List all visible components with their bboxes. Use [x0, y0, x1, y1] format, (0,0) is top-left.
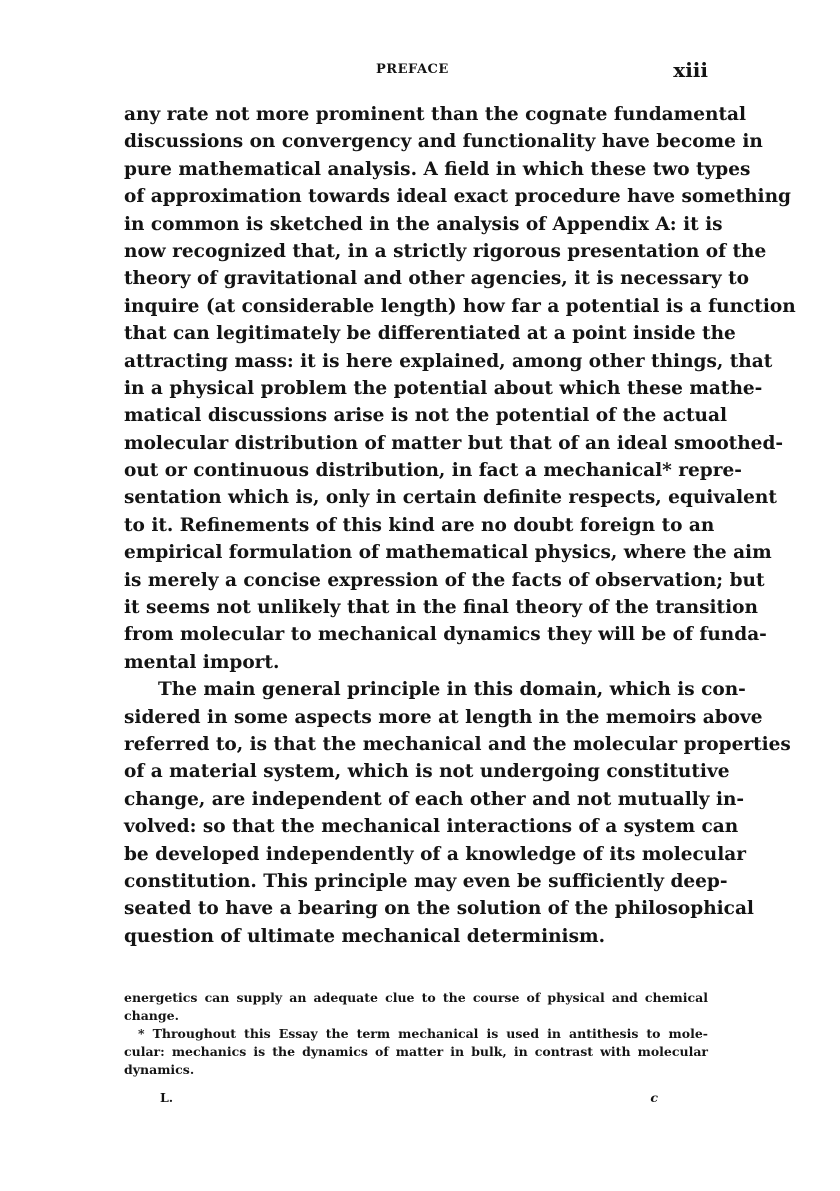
text-line: discussions on convergency and functionality have become in — [124, 131, 763, 153]
text-line: matical discussions arise is not the potential of the actual — [124, 405, 727, 427]
paragraph-1 — [124, 101, 796, 676]
page-number: xiii — [673, 58, 708, 82]
text-line: empirical formulation of mathematical physics, where the aim — [124, 542, 772, 564]
footnotes — [124, 989, 708, 1079]
text-line: sentation which is, only in certain definite respects, equivalent — [124, 487, 777, 509]
footnote-line: energetics can supply an adequate clue to the course of physical and chemical — [124, 990, 708, 1005]
text-line: constitution. This principle may even be sufficiently deep- — [124, 870, 728, 892]
signature-mark-left: L. — [160, 1090, 174, 1105]
text-line: pure mathematical analysis. A field in which these two types — [124, 158, 751, 180]
text-line: from molecular to mechanical dynamics they will be of funda- — [124, 624, 767, 646]
signature-mark-right: c — [650, 1090, 658, 1105]
text-line: mental import. — [124, 651, 280, 673]
running-title: PREFACE — [376, 62, 449, 77]
page-header — [124, 60, 708, 84]
text-line: be developed independently of a knowledge of its molecular — [124, 843, 747, 865]
footnote-line: cular: mechanics is the dynamics of matter in bulk, in contrast with molecular — [124, 1044, 708, 1059]
text-line: seated to have a bearing on the solution of the philosophical — [124, 898, 754, 920]
footnote-line: change. — [124, 1008, 179, 1023]
text-line: it seems not unlikely that in the final theory of the transition — [124, 597, 758, 619]
text-line: of approximation towards ideal exact procedure have something — [124, 186, 791, 208]
text-line: molecular distribution of matter but that of an ideal smoothed- — [124, 432, 784, 454]
text-line: of a material system, which is not undergoing constitutive — [124, 761, 730, 783]
text-line: theory of gravitational and other agencies, it is necessary to — [124, 268, 749, 290]
text-line: The main general principle in this domain, which is con- — [158, 679, 746, 701]
text-line: change, are independent of each other and not mutually in- — [124, 788, 745, 810]
text-line: any rate not more prominent than the cognate fundamental — [124, 104, 746, 125]
text-line: referred to, is that the mechanical and the molecular properties — [124, 733, 791, 755]
text-line: is merely a concise expression of the facts of observation; but — [124, 569, 765, 591]
text-line: in common is sketched in the analysis of Appendix A: it is — [124, 213, 723, 235]
text-line: attracting mass: it is here explained, among other things, that — [124, 350, 773, 372]
text-line: question of ultimate mechanical determinism. — [124, 925, 606, 947]
text-line: volved: so that the mechanical interactions of a system can — [124, 816, 739, 838]
text-line: in a physical problem the potential about which these mathe- — [124, 377, 763, 399]
text-line: to it. Refinements of this kind are no doubt foreign to an — [124, 514, 715, 536]
text-line: out or continuous distribution, in fact a mechanical* repre- — [124, 460, 742, 482]
body-text — [124, 101, 796, 950]
footnote-line: * Throughout this Essay the term mechanical is used in antithesis to mole- — [138, 1026, 708, 1041]
text-line: inquire (at considerable length) how far a potential is a function — [124, 295, 796, 317]
footnote-line: dynamics. — [124, 1062, 195, 1077]
signature-line — [124, 1090, 708, 1110]
text-line: sidered in some aspects more at length in the memoirs above — [124, 706, 763, 728]
text-line: that can legitimately be differentiated at a point inside the — [124, 323, 736, 345]
paragraph-2 — [124, 676, 791, 950]
text-line: now recognized that, in a strictly rigorous presentation of the — [124, 240, 767, 262]
